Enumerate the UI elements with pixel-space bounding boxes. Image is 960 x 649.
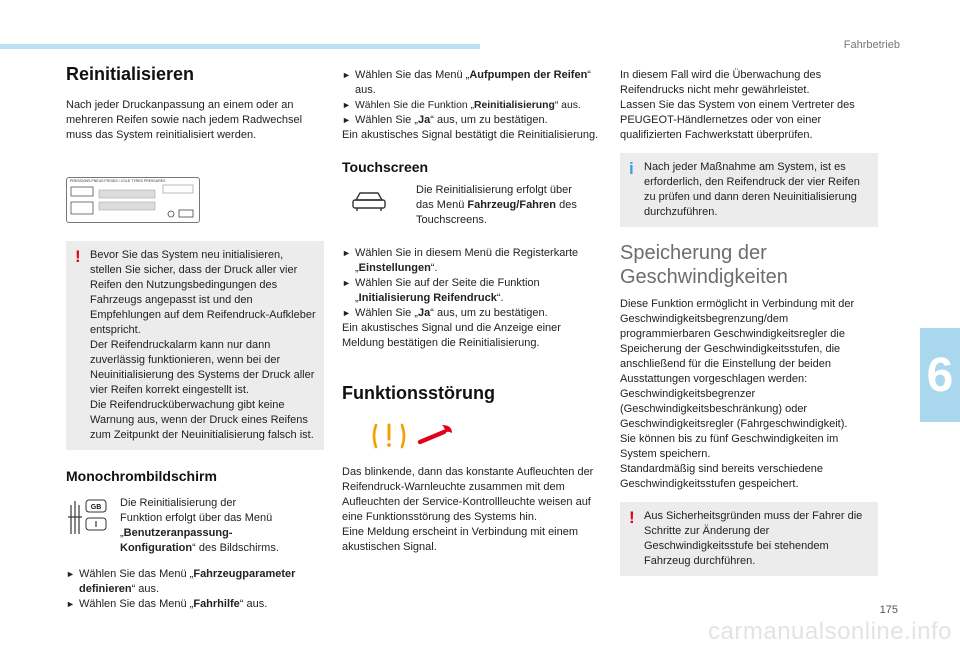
monochrome-steps-continued <box>342 68 600 143</box>
arrow-icon: ► <box>66 599 75 609</box>
tyre-label-header: PRESSIONS PNEUS FROIDS / COLD TYRES PRESSURES <box>70 179 166 183</box>
step-item <box>342 98 600 113</box>
info-text: Nach jeder Maßnahme am System, ist es erforderlich, den Reifendruck der vier Reifen zu prüfen und dann deren Neuinitialisierung durchzuführen. <box>644 161 860 218</box>
section-title-malfunction: Funktionsstörung <box>342 383 495 403</box>
arrow-icon: ► <box>342 100 351 110</box>
arrow-icon: ► <box>342 248 351 258</box>
column-3 <box>620 68 876 576</box>
step-item <box>342 113 600 128</box>
safety-text: Aus Sicherheitsgründen muss der Fahrer die Schritte zur Änderung der Geschwindigkeitsstufe bei stehendem Fahrzeug durchführen. <box>644 510 863 567</box>
touchscreen-illustration <box>342 183 600 228</box>
gb-label: GB <box>90 504 102 511</box>
warning-icon: ! <box>629 508 635 527</box>
arrow-icon: ► <box>66 569 75 579</box>
tyre-label-icon <box>67 178 199 222</box>
watermark: carmanualsonline.info <box>708 618 952 645</box>
column-2 <box>342 68 600 555</box>
monochrome-text: Die Reinitialisierung der Funktion erfolgt über das Menü „Benutzeranpassung-Konfiguration“ des Bildschirms. <box>120 497 279 554</box>
step-text: Wählen Sie das Menü „Fahrzeugparameter definieren“ aus. <box>79 568 296 595</box>
step-item <box>342 68 600 98</box>
monochrome-illustration <box>66 496 324 556</box>
touchscreen-text: Die Reinitialisierung erfolgt über das Menü Fahrzeug/Fahren des Touchscreens. <box>416 184 577 226</box>
step-item <box>342 276 600 306</box>
warning-text: Bevor Sie das System neu initialisieren, stellen Sie sicher, dass der Druck aller vier Reifen den Nutzungsbedingungen des Fahrzeugs angepasst ist und den Empfehlungen auf dem Reifendruck-Aufkleber entspricht. Der Reifendruckalarm kann nur dann zuverlässig funktionieren, wenn bei der Neuinitialisierung des Systems der Druck aller vier Reifen korrekt eingestellt ist. Die Reifendrucküberwachung gibt keine Warnung aus, wenn der Druck eines Reifens zum Zeitpunkt der Neuinitialisierung falsch ist. <box>90 249 316 441</box>
monochrome-steps <box>66 567 324 612</box>
step-item <box>66 597 324 612</box>
step-text: Wählen Sie „Ja“ aus, um zu bestätigen. <box>355 307 548 319</box>
info-icon: i <box>629 159 634 178</box>
malfunction-continued-text: In diesem Fall wird die Überwachung des Reifendrucks nicht mehr gewährleistet. Lassen Sie das System von einem Vertreter des PEUGEOT-Händlernetzes oder von einer qualifizierten Fachwerkstatt überprüfen. <box>620 69 855 141</box>
arrow-icon: ► <box>342 278 351 288</box>
tyre-pressure-label-illustration <box>66 177 200 223</box>
step-text: Wählen Sie in diesem Menü die Registerkarte „Einstellungen“. <box>355 247 579 274</box>
subsection-title-monochrome: Monochrombildschirm <box>66 468 217 484</box>
section-label: Fahrbetrieb <box>843 39 900 51</box>
speed-memory-text: Diese Funktion ermöglicht in Verbindung mit der Geschwindigkeitsbegrenzung/dem programmierbaren Geschwindigkeitsregler die Speicherung der Geschwindigkeitsstufen, die anschließend für die Einstellung der beiden Ausstattungen vorgeschlagen werden: Geschwindigkeitsbegrenzer (Geschwindigkeitsbeschränkung) oder Geschwindigkeitsregler (Fahrgeschwindigkeit). Sie können bis zu fünf Geschwindigkeiten im System speichern. Standardmäßig sind bereits verschiedene Geschwindigkeitsstufen gespeichert. <box>620 298 855 490</box>
warning-box-pressure <box>66 241 324 450</box>
car-icon <box>342 183 402 213</box>
section-title-speed-memory: Speicherung der Geschwindigkeiten <box>620 242 788 288</box>
arrow-icon: ► <box>342 115 351 125</box>
column-1 <box>66 62 324 612</box>
confirm-text: Ein akustisches Signal bestätigt die Reinitialisierung. <box>342 129 599 141</box>
malfunction-text: Das blinkende, dann das konstante Aufleuchten der Reifendruck-Warnleuchte zusammen mit dem Aufleuchten der Service-Kontrollleuchte weisen auf eine Funktionsstörung des Systems hin. Eine Meldung erscheint in Verbindung mit einem akustischen Signal. <box>342 466 594 553</box>
arrow-icon: ► <box>342 308 351 318</box>
section-title-reinitialize: Reinitialisieren <box>66 64 195 84</box>
arrow-icon: ► <box>342 70 351 80</box>
step-text: Wählen Sie das Menü „Aufpumpen der Reifen“ aus. <box>355 69 591 96</box>
warning-box-safety <box>620 502 878 576</box>
tyre-warning-and-wrench-icon <box>370 419 460 453</box>
step-text: Wählen Sie das Menü „Fahrhilfe“ aus. <box>79 598 268 610</box>
step-text: Wählen Sie auf der Seite die Funktion „Initialisierung Reifendruck“. <box>355 277 540 304</box>
step-text: Wählen Sie „Ja“ aus, um zu bestätigen. <box>355 114 548 126</box>
step-item <box>342 306 600 321</box>
warning-icon: ! <box>75 247 81 266</box>
steering-wheel-controls-icon <box>66 496 110 536</box>
malfunction-icons <box>370 419 600 455</box>
intro-text: Nach jeder Druckanpassung an einem oder an mehreren Reifen sowie nach jedem Radwechsel muss das System reinitialisiert werden. <box>66 99 303 141</box>
touchscreen-steps <box>342 246 600 351</box>
info-box-check <box>620 153 878 227</box>
page-number: 175 <box>879 604 898 616</box>
step-item <box>342 246 600 276</box>
chapter-tab: 6 <box>920 328 960 422</box>
step-text: Wählen Sie die Funktion „Reinitialisierung“ aus. <box>355 100 581 111</box>
confirm-text: Ein akustisches Signal und die Anzeige einer Meldung bestätigen die Reinitialisierung. <box>342 322 561 349</box>
subsection-title-touchscreen: Touchscreen <box>342 159 429 175</box>
header-accent-bar <box>0 44 480 49</box>
step-item <box>66 567 324 597</box>
